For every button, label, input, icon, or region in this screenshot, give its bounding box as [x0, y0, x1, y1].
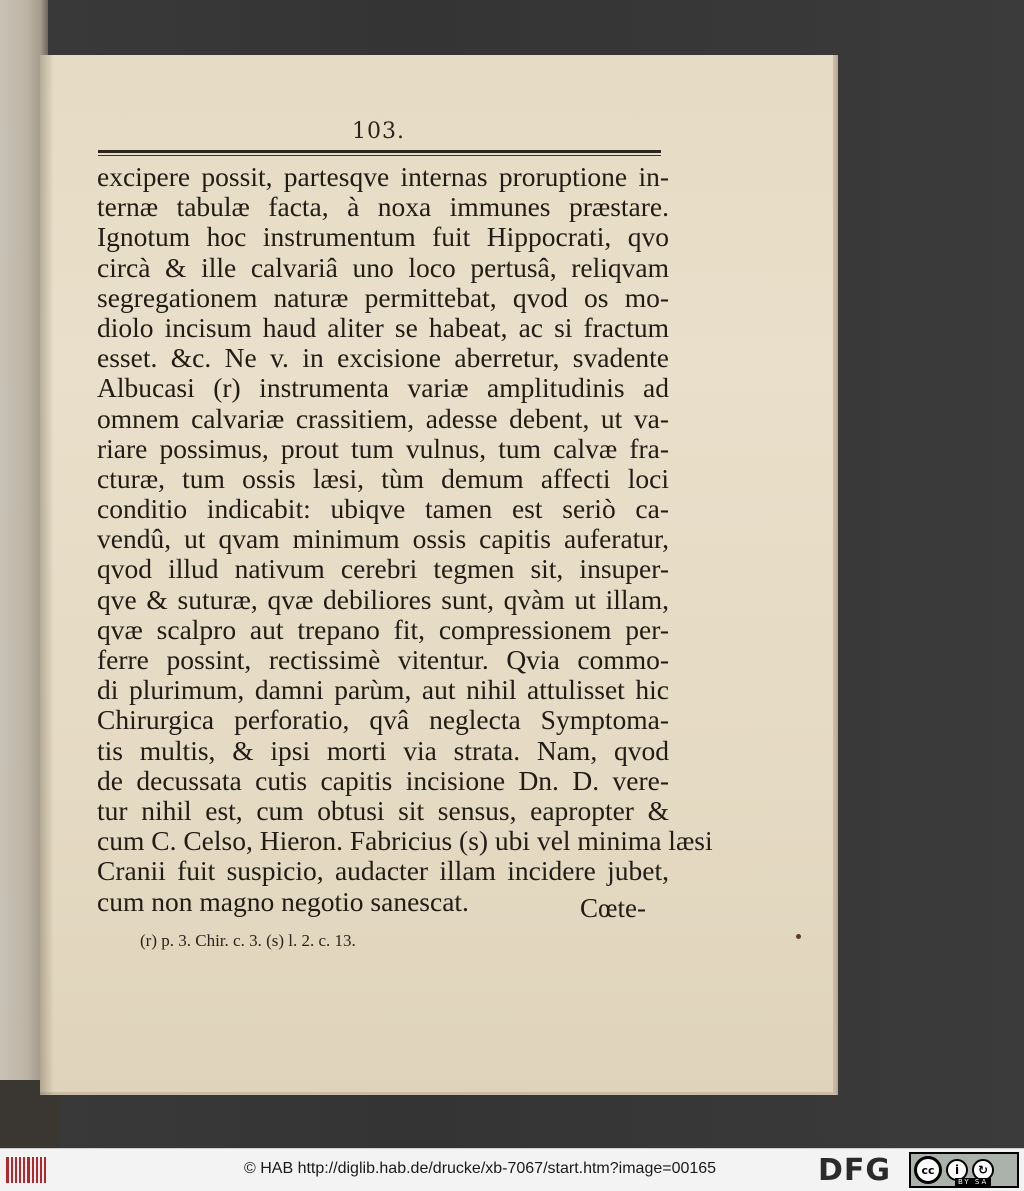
header-rule-thin	[98, 155, 661, 156]
text-line: Cranii fuit suspicio, audacter illam incidere jubet,	[97, 855, 669, 887]
paper-speck	[796, 934, 801, 939]
text-line: ternæ tabulæ facta, à noxa immunes præstare.	[97, 191, 669, 223]
credit-link[interactable]: © HAB http://diglib.hab.de/drucke/xb-7067/start.htm?image=00165	[244, 1160, 717, 1177]
text-line: qvæ scalpro aut trepano fit, compressionem per-	[97, 613, 669, 645]
hab-barcode-icon	[6, 1157, 46, 1183]
text-line: diolo incisum haud aliter se habeat, ac si fractum	[97, 311, 669, 343]
text-line: Albucasi (r) instrumenta variæ amplitudinis ad	[97, 372, 669, 404]
attribution-icon: i	[946, 1159, 968, 1181]
text-line: Ignotum hoc instrumentum fuit Hippocrati, qvo	[97, 221, 669, 253]
header-rule	[98, 150, 661, 153]
text-line: di plurimum, damni parùm, aut nihil attulisset hic	[97, 674, 669, 706]
text-line: conditio indicabit: ubiqve tamen est seriò ca-	[97, 493, 669, 525]
cc-icon: cc	[914, 1156, 942, 1184]
dfg-logo[interactable]: DFG	[818, 1153, 892, 1188]
text-line: esset. &c. Ne v. in excisione aberretur, svadente	[97, 342, 669, 374]
text-line: qve & suturæ, qvæ debiliores sunt, qvàm ut illam,	[97, 583, 669, 615]
cc-license-badge[interactable]	[909, 1152, 1019, 1188]
catchword: Cœte-	[580, 893, 646, 923]
text-line: omnem calvariæ crassitiem, adesse debent, ut va-	[97, 402, 669, 434]
text-line: circà & ille calvariâ uno loco pertusâ, reliqvam	[97, 251, 669, 283]
text-line: cturæ, tum ossis læsi, tùm demum affecti loci	[97, 462, 669, 494]
text-line: qvod illud nativum cerebri tegmen sit, insuper-	[97, 553, 669, 585]
text-line: Chirurgica perforatio, qvâ neglecta Symptoma-	[97, 704, 669, 736]
attribution-bar	[0, 1148, 1024, 1191]
text-line: tur nihil est, cum obtusi sit sensus, eapropter &	[97, 794, 669, 826]
scanned-page	[40, 55, 836, 1095]
text-line: segregationem naturæ permittebat, qvod os mo-	[97, 281, 669, 313]
text-line: cum C. Celso, Hieron. Fabricius (s) ubi vel minima læsi	[97, 825, 713, 857]
share-alike-icon: ↻	[972, 1159, 994, 1181]
text-line: tis multis, & ipsi morti via strata. Nam, qvod	[97, 734, 669, 766]
footnote: (r) p. 3. Chir. c. 3. (s) l. 2. c. 13.	[140, 931, 356, 950]
license-labels: BY SA	[955, 1178, 991, 1186]
text-line: cum non magno negotio sanescat.	[97, 885, 469, 917]
text-line: excipere possit, partesqve internas proruptione in-	[97, 161, 669, 192]
text-line: riare possimus, prout tum vulnus, tum calvæ fra-	[97, 432, 669, 464]
text-line: vendû, ut qvam minimum ossis capitis auferatur,	[97, 523, 669, 555]
text-line: de decussata cutis capitis incisione Dn. D. vere-	[97, 764, 669, 796]
page-number: 103.	[352, 119, 405, 144]
body-text	[97, 161, 713, 917]
text-line: ferre possint, rectissimè vitentur. Qvia commo-	[97, 644, 669, 675]
